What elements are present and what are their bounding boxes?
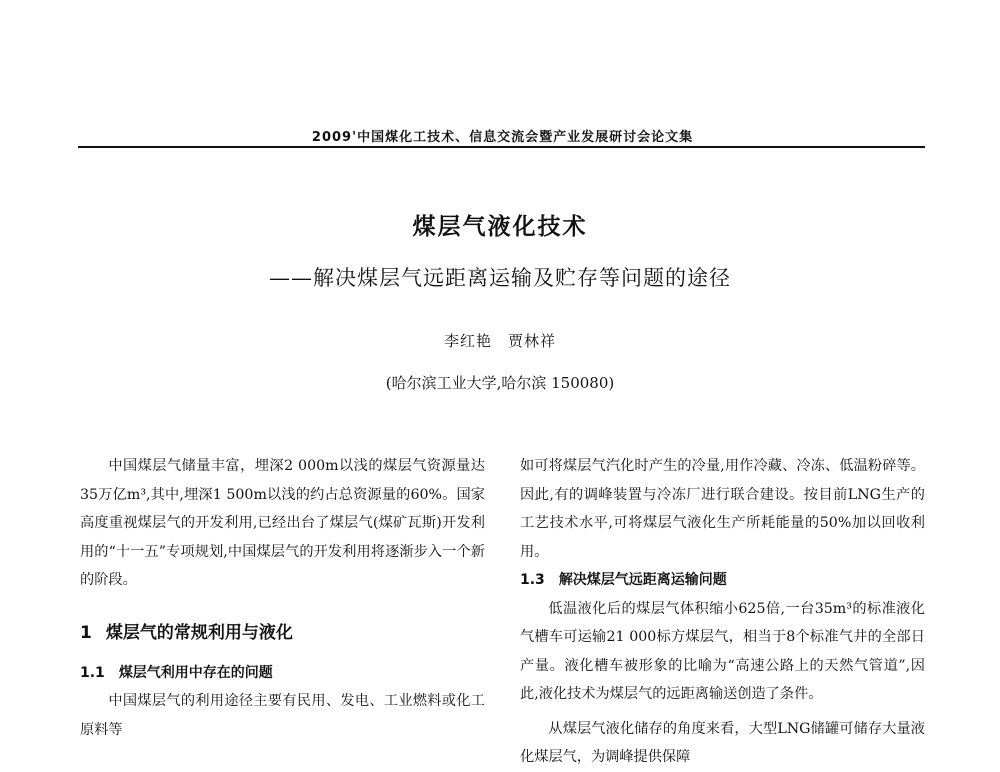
paper-subtitle: ——解决煤层气远距离运输及贮存等问题的途径 bbox=[269, 266, 731, 290]
intro-paragraph: 中国煤层气储量丰富，埋深2 000m以浅的煤层气资源量达35万亿m³,其中,埋深1 500m以浅的约占总资源量的60%。国家高度重视煤层气的开发利用,已经出台了煤层气(煤矿瓦斯)开发利用的“十一五”专项规划,中国煤层气的开发利用将逐渐步入一个新的阶段。 bbox=[80, 458, 485, 588]
section-number: 1.1 bbox=[80, 664, 105, 681]
section-1-1-paragraph: 中国煤层气的利用途径主要有民用、发电、工业燃料或化工原料等 bbox=[80, 693, 485, 738]
affiliation: (哈尔滨工业大学,哈尔滨 150080) bbox=[385, 374, 615, 392]
section-title: 煤层气的常规利用与液化 bbox=[105, 622, 293, 643]
left-column bbox=[80, 452, 485, 744]
right-column bbox=[520, 452, 925, 772]
running-header: 2009'中国煤化工技术、信息交流会暨产业发展研讨会论文集 bbox=[311, 130, 694, 145]
authors: 李红艳 贾林祥 bbox=[443, 332, 556, 350]
section-1-3-paragraph: 低温液化后的煤层气体积缩小625倍,一台35m³的标准液化气槽车可运输21 000标方煤层气，相当于8个标准气井的全部日产量。液化槽车被形象的比喻为“高速公路上的天然气管道”,因此,液化技术为煤层气的远距离输送创造了条件。 bbox=[520, 600, 925, 702]
paper-title: 煤层气液化技术 bbox=[412, 214, 588, 240]
section-1-heading bbox=[80, 621, 485, 645]
section-number: 1 bbox=[80, 622, 92, 643]
storage-paragraph: 从煤层气液化储存的角度来看，大型LNG储罐可储存大量液化煤层气，为调峰提供保障 bbox=[520, 720, 925, 765]
continued-paragraph: 如可将煤层气汽化时产生的冷量,用作冷藏、冷冻、低温粉碎等。因此,有的调峰装置与冷冻厂进行联合建设。按目前LNG生产的工艺技术水平,可将煤层气液化生产所耗能量的50%加以回收利用。 bbox=[520, 458, 925, 560]
section-1-3-heading bbox=[520, 566, 925, 595]
section-title: 解决煤层气远距离运输问题 bbox=[558, 572, 727, 588]
section-1-1-heading bbox=[80, 659, 485, 688]
section-number: 1.3 bbox=[520, 572, 545, 588]
section-title: 煤层气利用中存在的问题 bbox=[118, 664, 273, 681]
header-rule bbox=[78, 146, 925, 148]
